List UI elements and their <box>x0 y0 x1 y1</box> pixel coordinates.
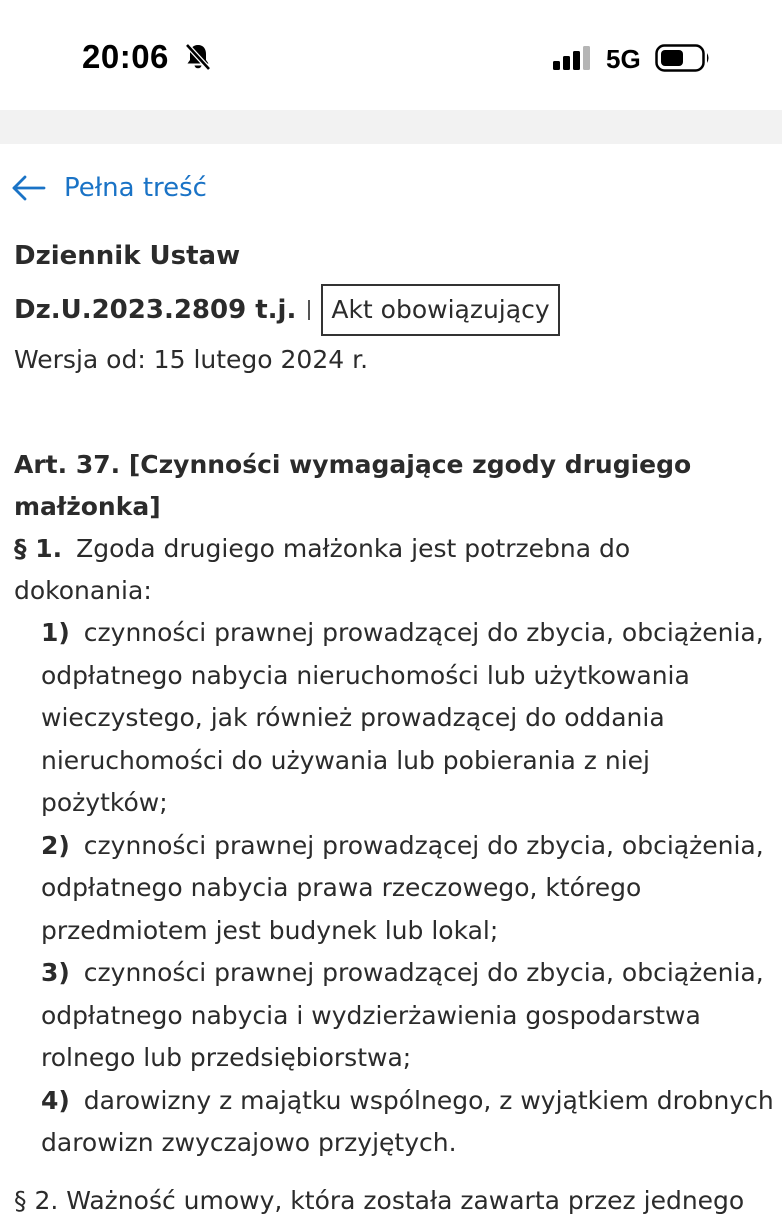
reference-row <box>14 284 774 336</box>
item-number: 4) <box>41 1085 70 1115</box>
item-list <box>41 612 774 1165</box>
next-paragraph-partial: § 2. Ważność umowy, która została zawarta przez jednego <box>14 1186 745 1215</box>
item-text: czynności prawnej prowadzącej do zbycia, obciążenia, odpłatnego nabycia i wydzierżawienia gospodarstwa rolnego lub przedsiębiorstwa; <box>41 958 764 1072</box>
paragraph-1 <box>14 528 774 612</box>
battery-icon <box>655 44 711 72</box>
journal-title: Dziennik Ustaw <box>14 241 241 271</box>
item-number: 1) <box>41 618 70 647</box>
status-bar <box>0 0 782 110</box>
toolbar-divider <box>0 110 782 144</box>
signal-icon <box>553 46 593 70</box>
bell-slash-icon <box>183 42 213 72</box>
item-text: czynności prawnej prowadzącej do zbycia, obciążenia, odpłatnego nabycia nieruchomości lub użytkowania wieczystego, jak również prowadzącej do oddania nieruchomości do używania lub pobierania z niej pożytków; <box>41 618 764 817</box>
item-text: czynności prawnej prowadzącej do zbycia, obciążenia, odpłatnego nabycia prawa rzeczowego, którego przedmiotem jest budynek lub lokal; <box>41 830 764 945</box>
item-number: 3) <box>41 958 70 987</box>
article-title: Art. 37. [Czynności wymagające zgody drugiego małżonka] <box>14 450 692 521</box>
item-number: 2) <box>41 830 70 860</box>
status-time: 20:06 <box>82 38 169 75</box>
list-item <box>41 1080 774 1165</box>
back-link[interactable] <box>12 168 207 208</box>
document-header <box>14 236 774 380</box>
paragraph-number: § 1. <box>14 534 63 563</box>
item-text: darowizny z majątku wspólnego, z wyjątkiem drobnych darowizn zwyczajowo przyjętych. <box>41 1085 774 1157</box>
version-date: Wersja od: 15 lutego 2024 r. <box>14 345 369 374</box>
list-item <box>41 952 774 1080</box>
document-reference: Dz.U.2023.2809 t.j. <box>14 295 297 325</box>
list-item <box>41 825 774 953</box>
arrow-left-icon <box>12 175 46 201</box>
divider <box>308 300 310 320</box>
status-badge: Akt obowiązujący <box>321 284 559 336</box>
back-link-label: Pełna treść <box>64 173 207 203</box>
article-body <box>14 444 774 1165</box>
paragraph-text: Zgoda drugiego małżonka jest potrzebna do dokonania: <box>14 534 631 605</box>
list-item <box>41 612 774 825</box>
network-type: 5G <box>606 44 641 74</box>
